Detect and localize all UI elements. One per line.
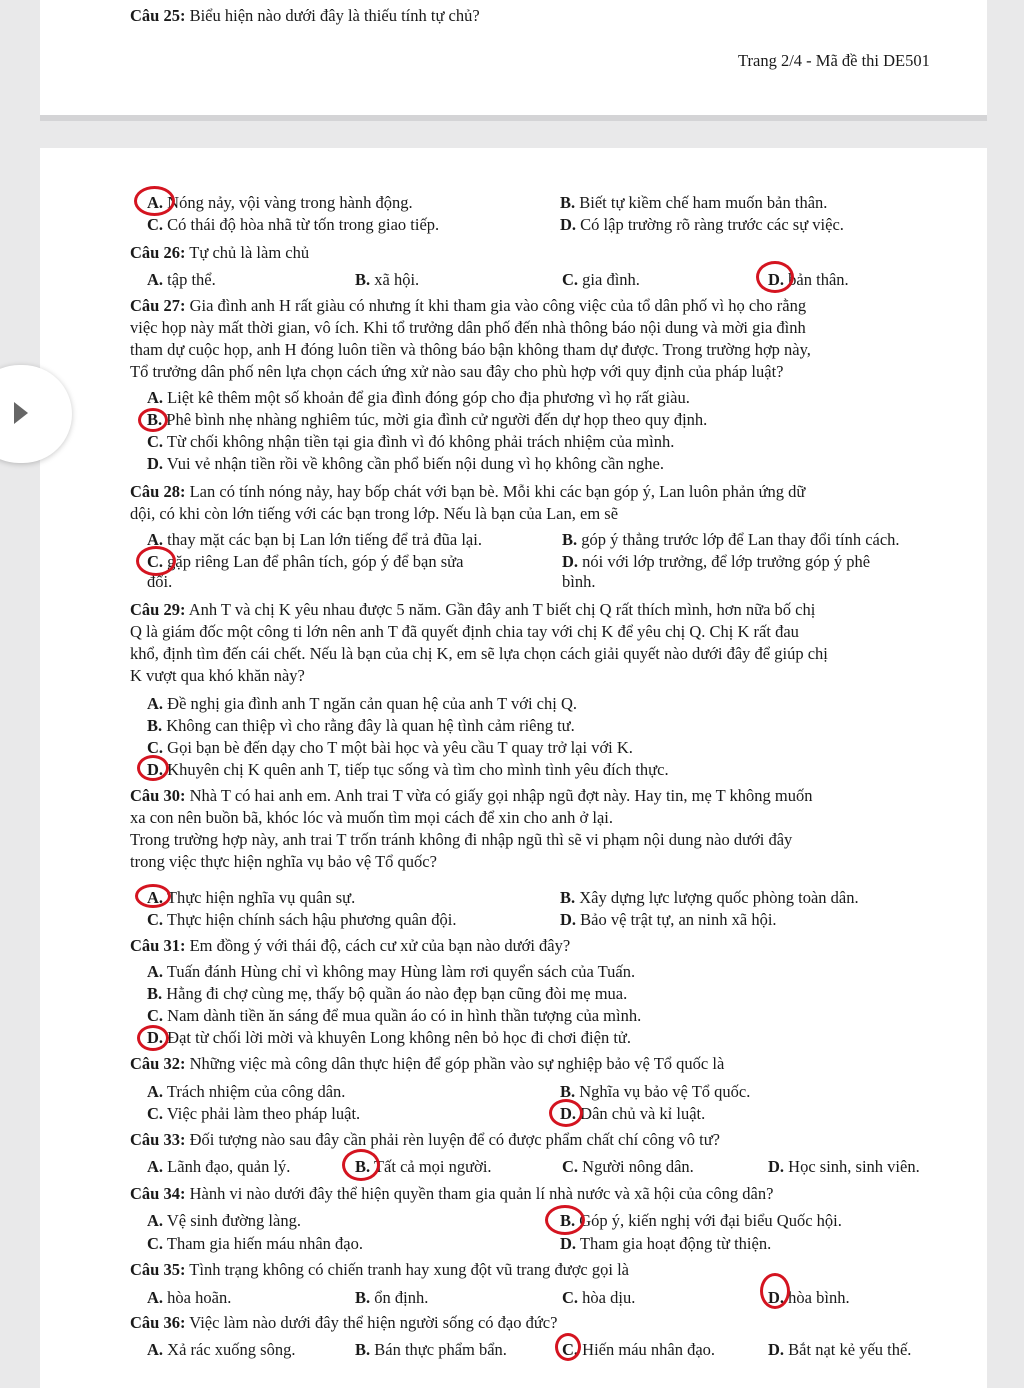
question-text: Lan có tính nóng nảy, hay bốp chát với bạn bè. Mỗi khi các bạn góp ý, Lan luôn phản ứng dữ — [189, 482, 806, 501]
option-letter: D. — [147, 760, 164, 779]
option-letter: C. — [147, 1006, 164, 1025]
question-31-stem — [130, 936, 570, 956]
option-letter: B. — [560, 1211, 576, 1230]
option-letter: D. — [147, 454, 164, 473]
option-letter: D. — [560, 215, 577, 234]
question-text: Những việc mà công dân thực hiện để góp phần vào sự nghiệp bảo vệ Tổ quốc là — [189, 1054, 725, 1073]
option-text: Góp ý, kiến nghị với đại biểu Quốc hội. — [579, 1211, 842, 1230]
answer-option-continued: đổi. — [147, 572, 173, 591]
option-text: Tất cả mọi người. — [373, 1157, 492, 1176]
answer-option — [560, 1082, 750, 1102]
option-letter: C. — [147, 432, 164, 451]
option-text: Đề nghị gia đình anh T ngăn cản quan hệ của anh T với chị Q. — [167, 694, 577, 713]
question-28-line — [130, 482, 805, 502]
question-28-line — [130, 504, 618, 524]
option-text: hòa bình. — [788, 1288, 850, 1307]
question-number: Câu 28: — [130, 482, 186, 501]
question-text: Trong trường hợp này, anh trai T trốn tránh không đi nhập ngũ thì sẽ vi phạm nội dung nào dưới đây — [130, 830, 793, 849]
answer-option — [560, 193, 827, 213]
option-text: ổn định. — [374, 1288, 429, 1307]
option-letter: B. — [147, 716, 163, 735]
option-text: xã hội. — [374, 270, 420, 289]
answer-option — [147, 1234, 363, 1254]
option-text: hòa hoãn. — [167, 1288, 232, 1307]
option-text: Hiến máu nhân đạo. — [582, 1340, 716, 1359]
option-text: Có thái độ hòa nhã từ tốn trong giao tiếp. — [167, 215, 440, 234]
answer-option — [562, 270, 640, 290]
answer-option — [147, 1082, 345, 1102]
answer-mark-circle — [342, 1149, 380, 1181]
option-text: gia đình. — [582, 270, 640, 289]
answer-mark-circle — [760, 1273, 790, 1309]
question-text: Gia đình anh H rất giàu có nhưng ít khi tham gia vào công việc của tổ dân phố vì họ cho rằng — [189, 296, 807, 315]
option-text: tập thể. — [167, 270, 216, 289]
option-letter: B. — [147, 410, 163, 429]
option-letter: D. — [768, 1288, 785, 1307]
play-icon — [14, 402, 28, 424]
question-29-line — [130, 600, 815, 620]
answer-option — [560, 888, 859, 908]
question-text: K vượt qua khó khăn này? — [130, 666, 305, 685]
option-text: hòa dịu. — [582, 1288, 636, 1307]
option-letter: D. — [768, 270, 785, 289]
option-letter: A. — [147, 1082, 164, 1101]
option-text: Hằng đi chợ cùng mẹ, thấy bộ quần áo nào đẹp bạn cũng đòi mẹ mua. — [166, 984, 628, 1003]
answer-option — [147, 454, 664, 474]
option-letter: B. — [560, 888, 576, 907]
answer-option — [147, 1104, 360, 1124]
answer-option — [560, 910, 777, 930]
question-number: Câu 32: — [130, 1054, 186, 1073]
option-text: Vệ sinh đường làng. — [166, 1211, 301, 1230]
question-text: khổ, định tìm đến cái chết. Nếu là bạn của chị K, em sẽ lựa chọn cách giải quyết nào dưới đây để giúp chị — [130, 644, 828, 663]
question-30-line — [130, 786, 812, 806]
question-text: Tự chủ là làm chủ — [189, 243, 310, 262]
answer-option — [355, 1340, 507, 1360]
option-letter: A. — [147, 888, 164, 907]
option-letter: A. — [147, 270, 164, 289]
option-letter: C. — [147, 910, 164, 929]
option-letter: B. — [355, 1288, 371, 1307]
option-text: Phê bình nhẹ nhàng nghiêm túc, mời gia đình cử người đến dự họp theo quy định. — [166, 410, 708, 429]
answer-option — [147, 270, 216, 290]
option-letter: A. — [147, 1288, 164, 1307]
option-letter: C. — [147, 738, 164, 757]
answer-mark-circle — [135, 884, 171, 908]
option-text: Việc phải làm theo pháp luật. — [166, 1104, 361, 1123]
question-text: trong việc thực hiện nghĩa vụ bảo vệ Tổ quốc? — [130, 852, 437, 871]
option-text: Liệt kê thêm một số khoản để gia đình đóng góp cho địa phương vì họ rất giàu. — [167, 388, 690, 407]
question-36-stem — [130, 1313, 557, 1333]
option-letter: D. — [147, 1028, 164, 1047]
question-text: dội, có khi còn lớn tiếng với các bạn trong lớp. Nếu là bạn của Lan, em sẽ — [130, 504, 619, 523]
option-letter: C. — [562, 1288, 579, 1307]
answer-option — [147, 1028, 631, 1048]
question-34-stem — [130, 1184, 773, 1204]
option-text: Trách nhiệm của công dân. — [166, 1082, 346, 1101]
question-text: Q là giám đốc một công ti lớn nên anh T đã quyết định chia tay với chị K để yêu chị Q. Chị K rất đau — [130, 622, 799, 641]
question-text: xa con nên buồn bã, khóc lóc và muốn tìm mọi cách để xin cho anh ở lại. — [130, 808, 613, 827]
answer-option — [560, 1211, 842, 1231]
option-text: nói với lớp trưởng, để lớp trưởng góp ý phê — [582, 552, 871, 571]
option-text: Bán thực phẩm bẩn. — [374, 1340, 507, 1359]
option-text: Không can thiệp vì cho rằng đây là quan hệ tình cảm riêng tư. — [166, 716, 575, 735]
question-number: Câu 27: — [130, 296, 186, 315]
option-text: góp ý thẳng trước lớp để Lan thay đổi tính cách. — [581, 530, 900, 549]
option-text: Bắt nạt kẻ yếu thế. — [788, 1340, 912, 1359]
answer-option — [147, 193, 413, 213]
answer-option — [768, 1340, 911, 1360]
answer-option — [147, 388, 690, 408]
option-letter: D. — [562, 552, 579, 571]
answer-mark-circle — [136, 546, 176, 576]
option-text: Học sinh, sinh viên. — [788, 1157, 920, 1176]
option-letter: A. — [147, 1340, 164, 1359]
question-27-line — [130, 362, 784, 382]
answer-option — [147, 530, 482, 550]
answer-option — [147, 888, 355, 908]
option-letter: B. — [355, 270, 371, 289]
page-footer: Trang 2/4 - Mã đề thi DE501 — [738, 51, 930, 70]
question-number: Câu 34: — [130, 1184, 186, 1203]
option-text: Nghĩa vụ bảo vệ Tổ quốc. — [579, 1082, 751, 1101]
answer-option — [147, 716, 575, 736]
option-letter: D. — [560, 1234, 577, 1253]
option-text: Thực hiện chính sách hậu phương quân đội. — [166, 910, 457, 929]
answer-mark-circle — [555, 1333, 581, 1361]
question-30-line — [130, 808, 613, 828]
option-letter: A. — [147, 530, 164, 549]
answer-option — [355, 270, 419, 290]
option-text: gặp riêng Lan để phân tích, góp ý để bạn sửa — [167, 552, 464, 571]
question-35-stem — [130, 1260, 629, 1280]
answer-mark-circle — [545, 1205, 585, 1235]
option-text: Tuấn đánh Hùng chỉ vì không may Hùng làm rơi quyển sách của Tuấn. — [166, 962, 636, 981]
question-number: Câu 36: — [130, 1313, 186, 1332]
option-letter: A. — [147, 388, 164, 407]
answer-mark-circle — [756, 261, 794, 293]
option-text: Thực hiện nghĩa vụ quân sự. — [166, 888, 356, 907]
answer-mark-circle — [137, 755, 169, 781]
answer-option — [147, 694, 577, 714]
question-text: Việc làm nào dưới đây thể hiện người sống có đạo đức? — [189, 1313, 558, 1332]
option-letter: A. — [147, 962, 164, 981]
option-text: Người nông dân. — [582, 1157, 694, 1176]
option-text: Từ chối không nhận tiền tại gia đình vì đó không phải trách nhiệm của mình. — [166, 432, 675, 451]
option-text: Dân chủ và kỉ luật. — [580, 1104, 706, 1123]
question-text: tham dự cuộc họp, anh H đóng luôn tiền và thông báo bận không tham dự được. Trong trường hợp này, — [130, 340, 811, 359]
option-letter: B. — [560, 1082, 576, 1101]
option-letter: B. — [147, 984, 163, 1003]
answer-option — [147, 1157, 290, 1177]
answer-option — [768, 1157, 920, 1177]
option-letter: B. — [355, 1340, 371, 1359]
question-29-line — [130, 644, 828, 664]
answer-option — [147, 738, 633, 758]
question-text: Anh T và chị K yêu nhau được 5 năm. Gần đây anh T biết chị Q rất thích mình, hơn nữa bố chị — [188, 600, 816, 619]
question-number: Câu 33: — [130, 1130, 186, 1149]
answer-mark-circle — [138, 408, 168, 432]
option-letter: C. — [147, 1234, 164, 1253]
page-separator — [40, 115, 987, 121]
page-1-bottom — [40, 0, 987, 115]
answer-option-continued: bình. — [562, 572, 596, 591]
option-letter: A. — [147, 1211, 164, 1230]
option-text: Biết tự kiềm chế ham muốn bản thân. — [579, 193, 828, 212]
question-29-line — [130, 622, 799, 642]
answer-option — [562, 1288, 635, 1308]
answer-option — [560, 215, 844, 235]
answer-option — [147, 1006, 641, 1026]
option-text: Tham gia hiến máu nhân đạo. — [166, 1234, 363, 1253]
question-30-line — [130, 852, 437, 872]
answer-option — [147, 552, 463, 572]
option-text: Gọi bạn bè đến dạy cho T một bài học và yêu cầu T quay trở lại với K. — [167, 738, 633, 757]
option-text: Tham gia hoạt động từ thiện. — [579, 1234, 772, 1253]
question-27-line — [130, 340, 811, 360]
answer-option — [562, 552, 870, 572]
question-number: Câu 35: — [130, 1260, 186, 1279]
answer-mark-circle — [134, 186, 175, 216]
answer-option — [147, 1211, 301, 1231]
option-letter: D. — [560, 910, 577, 929]
answer-option — [147, 1288, 231, 1308]
option-letter: D. — [560, 1104, 577, 1123]
option-text: Nóng nảy, vội vàng trong hành động. — [167, 193, 413, 212]
answer-option — [147, 962, 635, 982]
option-letter: A. — [147, 694, 164, 713]
option-text: thay mặt các bạn bị Lan lớn tiếng để trả đũa lại. — [167, 530, 482, 549]
answer-option — [562, 1157, 694, 1177]
question-32-stem — [130, 1054, 724, 1074]
question-25-stem: Câu 25: Biểu hiện nào dưới đây là thiếu tính tự chủ? — [130, 6, 480, 25]
option-letter: C. — [147, 552, 164, 571]
question-text: Hành vi nào dưới đây thể hiện quyền tham gia quản lí nhà nước và xã hội của công dân? — [189, 1184, 774, 1203]
answer-option — [147, 910, 457, 930]
question-number: Câu 31: — [130, 936, 186, 955]
question-26-stem — [130, 243, 309, 263]
option-letter: C. — [562, 1340, 579, 1359]
answer-option — [147, 215, 439, 235]
question-text: Tổ trưởng dân phố nên lựa chọn cách ứng xử nào sau đây cho phù hợp với quy định của pháp luật? — [130, 362, 784, 381]
option-letter: A. — [147, 1157, 164, 1176]
question-number: Câu 29: — [130, 600, 186, 619]
option-letter: B. — [562, 530, 578, 549]
question-text: Tình trạng không có chiến tranh hay xung đột vũ trang được gọi là — [189, 1260, 629, 1279]
option-text: bản thân. — [788, 270, 849, 289]
question-27-line — [130, 296, 806, 316]
question-27-line — [130, 318, 806, 338]
question-number: Câu 30: — [130, 786, 186, 805]
option-letter: D. — [768, 1340, 785, 1359]
answer-option — [147, 1340, 295, 1360]
option-letter: C. — [562, 270, 579, 289]
option-letter: C. — [147, 215, 164, 234]
question-number: Câu 26: — [130, 243, 186, 262]
answer-option — [562, 1340, 715, 1360]
option-letter: B. — [355, 1157, 371, 1176]
answer-mark-circle — [549, 1099, 583, 1127]
option-letter: C. — [147, 1104, 164, 1123]
option-text: Khuyên chị K quên anh T, tiếp tục sống và tìm cho mình tình yêu đích thực. — [167, 760, 669, 779]
answer-option — [147, 432, 674, 452]
question-text: Nhà T có hai anh em. Anh trai T vừa có giấy gọi nhập ngũ đợt này. Hay tin, mẹ T không muốn — [189, 786, 813, 805]
option-text: Vui vẻ nhận tiền rồi về không cần phổ biến nội dung vì họ không cần nghe. — [166, 454, 664, 473]
option-text: Có lập trường rõ ràng trước các sự việc. — [580, 215, 844, 234]
option-text: Lãnh đạo, quản lý. — [167, 1157, 291, 1176]
answer-option — [560, 1234, 771, 1254]
answer-mark-circle — [137, 1025, 169, 1051]
option-letter: C. — [562, 1157, 579, 1176]
option-text: Đạt từ chối lời mời và khuyên Long không nên bỏ học đi chơi điện tử. — [167, 1028, 631, 1047]
question-text: việc họp này mất thời gian, vô ích. Khi tổ trưởng dân phố đến nhà thông báo nội dung và mời gia đình — [130, 318, 806, 337]
option-text: Bảo vệ trật tự, an ninh xã hội. — [580, 910, 777, 929]
question-text: Em đồng ý với thái độ, cách cư xử của bạn nào dưới đây? — [189, 936, 571, 955]
answer-option — [147, 410, 707, 430]
answer-option — [147, 984, 627, 1004]
option-text: Nam dành tiền ăn sáng để mua quần áo có in hình thần tượng của mình. — [167, 1006, 642, 1025]
option-letter: A. — [147, 193, 164, 212]
question-33-stem — [130, 1130, 720, 1150]
answer-option — [147, 760, 669, 780]
option-letter: B. — [560, 193, 576, 212]
answer-option — [355, 1288, 428, 1308]
option-text: Xả rác xuống sông. — [167, 1340, 296, 1359]
question-29-line — [130, 666, 305, 686]
question-text: Đối tượng nào sau đây cần phải rèn luyện để có được phẩm chất chí công vô tư? — [189, 1130, 721, 1149]
option-text: Xây dựng lực lượng quốc phòng toàn dân. — [579, 888, 859, 907]
option-letter: D. — [768, 1157, 785, 1176]
answer-option — [562, 530, 900, 550]
question-30-line — [130, 830, 792, 850]
